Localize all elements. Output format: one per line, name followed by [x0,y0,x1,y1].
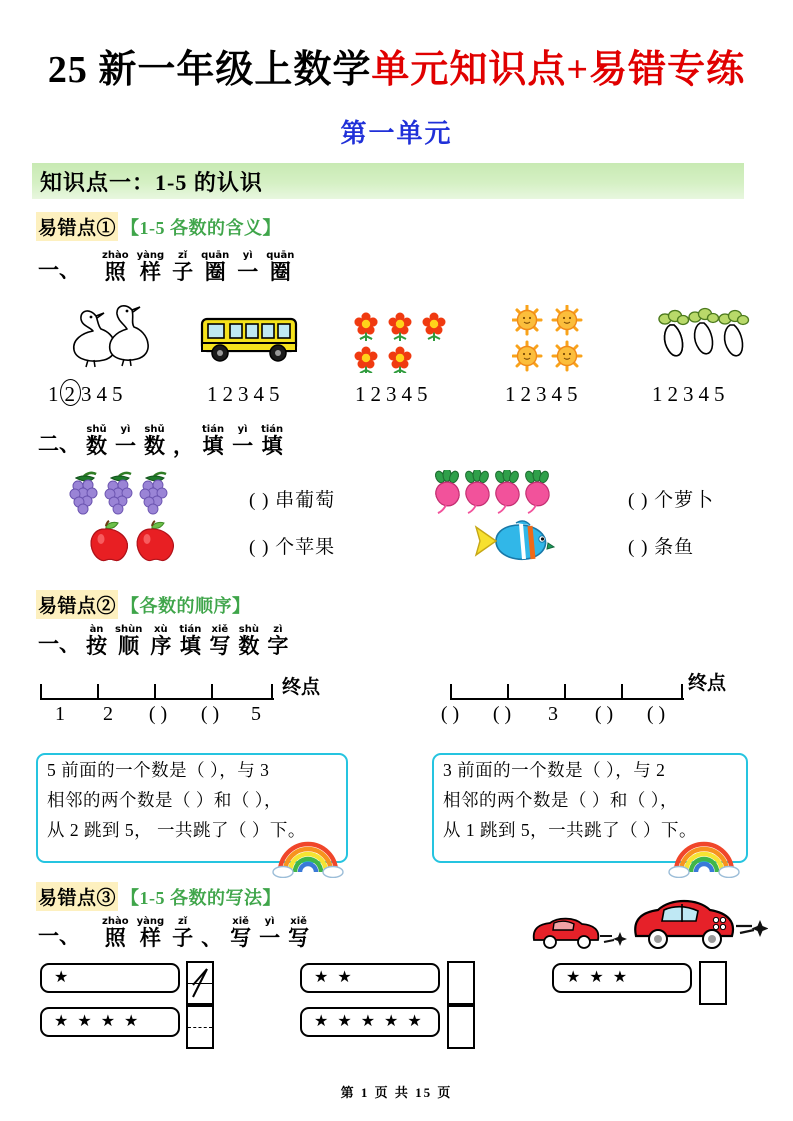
apples-picture [86,520,182,566]
section-header-bar [32,163,744,199]
question-line: 相邻的两个数是（ ）和（ ）， [47,790,282,810]
grapes-picture [66,470,182,518]
write-answer-box-2[interactable] [447,961,475,1005]
star-glyphs: ★ [54,969,78,986]
keypoint-3-header [36,882,281,911]
page-subtitle: 第一单元 [340,119,453,148]
keypoint-2-header [36,590,251,619]
star-box-3 [552,963,692,993]
pinyin-char-group: yì 一 [237,250,259,284]
pinyin-char-group: zì 字 [267,624,289,658]
count-answer-radishes[interactable]: ( ) 个萝卜 [628,490,715,511]
star-box-4 [40,1007,180,1037]
geese-picture [60,300,170,368]
star-glyphs: ★★★ [566,969,637,986]
pinyin-char-group: zhào 照 [102,250,129,284]
keypoint-2-bracket: 【各数的顺序】 [121,596,251,616]
pinyin-char-group: zǐ 子 [172,916,194,950]
page-title-prefix: 25 新一年级上数学 [47,49,372,91]
task-number: 一、 [38,258,80,282]
number-line-axis [40,676,274,700]
count-answer-fish[interactable]: ( ) 条鱼 [628,537,695,558]
write-answer-box-3[interactable] [699,961,727,1005]
write-answer-box-4[interactable] [186,1005,214,1049]
number-sequence-3[interactable]: 12345 [355,382,433,406]
keypoint-1-header [36,212,281,241]
question-line: 3 前面的一个数是（ ），与 2 [443,760,666,780]
pinyin-char-group: yàng 样 [136,250,165,284]
number-line-axis [450,676,684,700]
pinyin-char-group: xiě 写 [230,916,252,950]
number-sequence-5[interactable]: 12345 [652,382,730,406]
star-glyphs: ★★ [314,969,361,986]
star-glyphs: ★★★★★ [314,1013,431,1030]
keypoint-2-label: 易错点② [36,590,118,619]
star-box-1 [40,963,180,993]
pinyin-char-group: xiě 写 [209,624,231,658]
pinyin-char-group: tián 填 [202,424,225,458]
pinyin-char-group: quān 圈 [266,250,295,284]
count-answer-grapes[interactable]: ( ) 串葡萄 [249,490,336,511]
number-line-left [40,676,274,700]
number-line-left-endlabel: 终点 [282,677,321,698]
number-sequence-1[interactable]: 12345 [48,382,128,406]
bus-picture [196,313,304,365]
pink-radishes-picture [432,470,558,520]
write-answer-box-5[interactable] [447,1005,475,1049]
write-answer-box-1[interactable] [186,961,214,1005]
section-header-text: 知识点一：1-5 的认识 [40,169,263,195]
number-line-left-values[interactable]: 1 2 ( ) ( ) 5 [55,703,261,725]
fish-picture [466,515,558,567]
pinyin-char-group: shùn 顺 [115,624,143,658]
number-line-right-endlabel: 终点 [688,673,727,694]
keypoint-1-bracket: 【1-5 各数的含义】 [121,218,282,238]
number-line-right-values[interactable]: ( ) ( ) 3 ( ) ( ) [440,703,666,725]
turnips-picture [654,305,758,367]
task-write-heading [38,916,311,950]
keypoint-3-label: 易错点③ [36,882,118,911]
page-footer: 第 1 页 共 15 页 [340,1085,453,1100]
task-count-heading [38,424,285,458]
task-number: 二、 [38,432,80,456]
task-number: 一、 [38,924,80,948]
flowers-picture [352,305,464,373]
pinyin-char-group: tián 填 [179,624,202,658]
rainbow-icon-right [668,834,740,878]
pinyin-char-group: yì 一 [232,424,254,458]
question-line: 从 1 跳到 5，一共跳了（ ）下。 [443,820,697,840]
task-number: 一、 [38,632,80,656]
pinyin-char-group: yì 一 [115,424,136,458]
number-sequence-2[interactable]: 12345 [207,382,285,406]
pinyin-char-group: zhào 照 [102,916,129,950]
keypoint-1-label: 易错点① [36,212,118,241]
pinyin-char-group: zǐ 子 [172,250,194,284]
pinyin-char-group: xù 序 [150,624,172,658]
star-box-2 [300,963,440,993]
pinyin-char-group: shǔ 数 [144,424,165,458]
question-line: 相邻的两个数是（ ）和（ ）， [443,790,678,810]
circled-answer: 2 [64,382,80,406]
suns-picture [512,305,596,373]
rainbow-icon-left [272,834,344,878]
pinyin-char-group: shù 数 [238,624,260,658]
pinyin-char-group: àn 按 [86,624,107,658]
count-answer-apples[interactable]: ( ) 个苹果 [249,537,336,558]
task-circle-heading [38,250,296,284]
question-line: 从 2 跳到 5， 一共跳了（ ）下。 [47,820,306,840]
pinyin-char-group: yì 一 [259,916,281,950]
page-title-highlight: 单元知识点+易错专练 [371,49,746,91]
star-glyphs: ★★★★ [54,1013,148,1030]
task-order-heading [38,624,290,658]
keypoint-3-bracket: 【1-5 各数的写法】 [121,888,282,908]
number-line-right [450,676,684,700]
page-title [0,38,793,93]
dun-separator: 、 [201,926,223,950]
pinyin-char-group: xiě 写 [288,916,310,950]
question-line: 5 前面的一个数是（ ），与 3 [47,760,270,780]
pinyin-char-group: tián 填 [261,424,284,458]
pinyin-char-group: yàng 样 [136,916,165,950]
star-box-5 [300,1007,440,1037]
cars-picture [524,896,768,962]
pinyin-char-group: quān 圈 [201,250,230,284]
pinyin-char-group: shǔ 数 [86,424,107,458]
comma-separator: ， [173,434,194,458]
number-sequence-4[interactable]: 12345 [505,382,583,406]
